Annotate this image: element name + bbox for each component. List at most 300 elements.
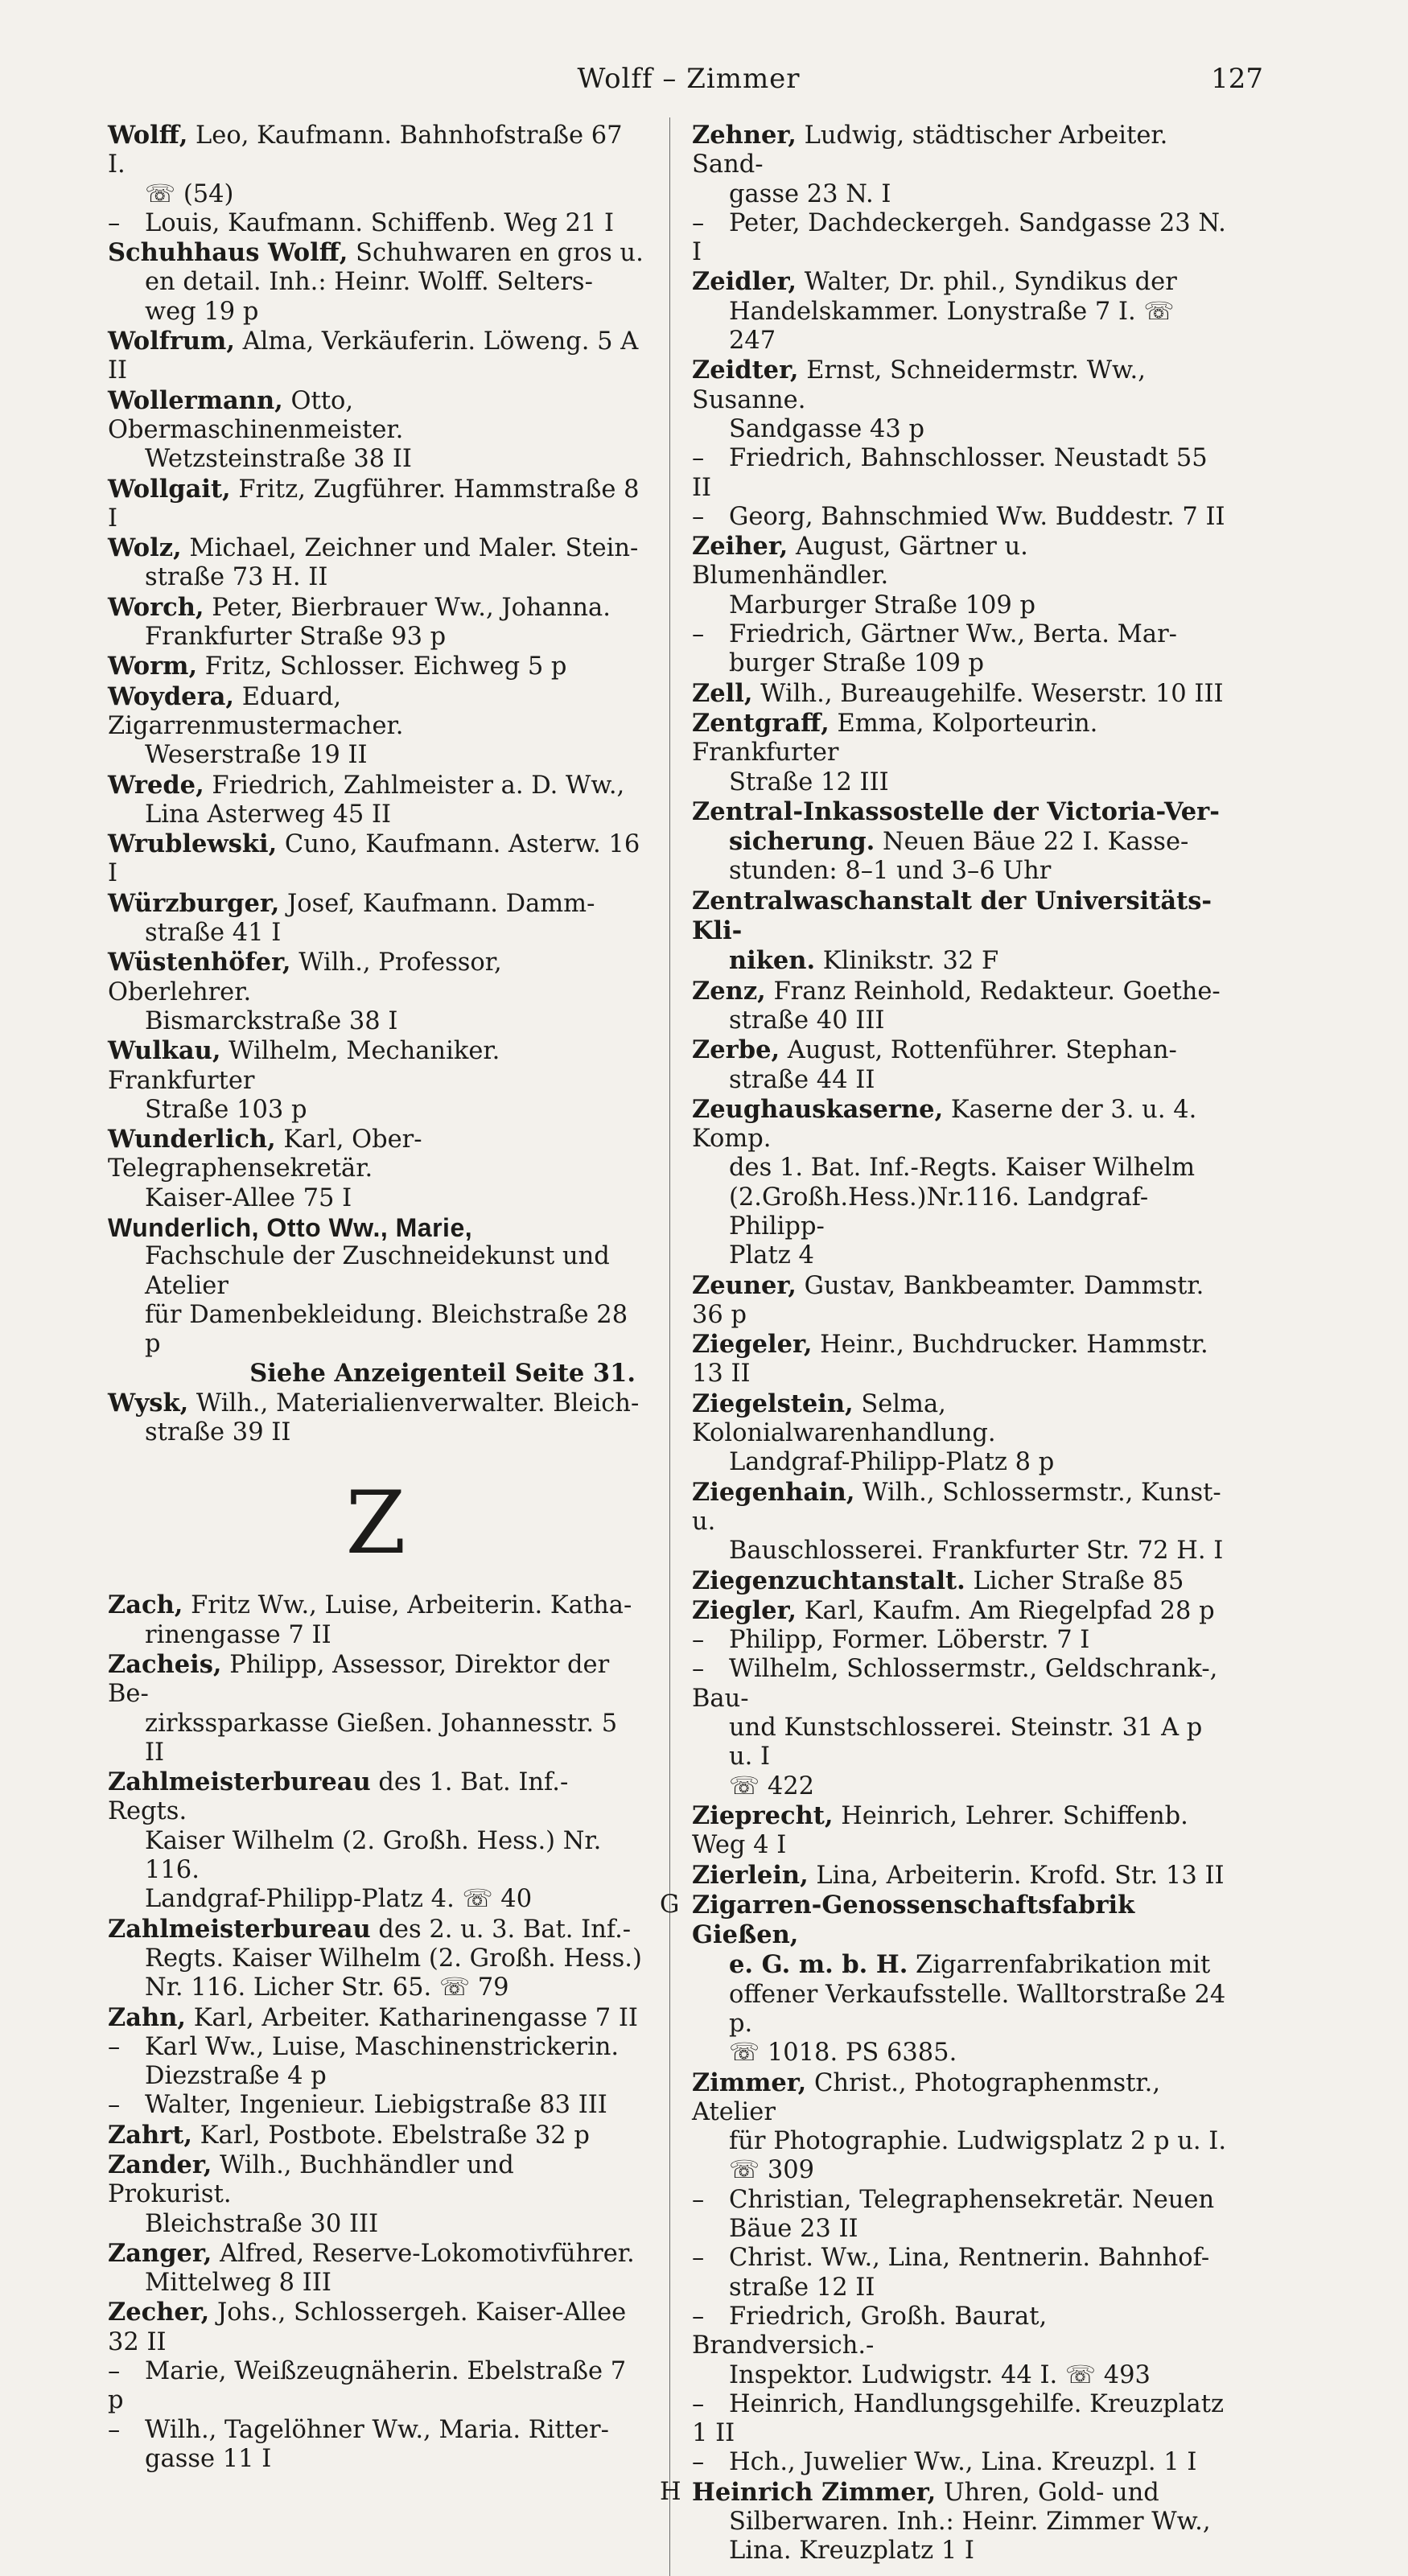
- entry-text: Wilh., Buchhändler und Prokurist.: [108, 2151, 514, 2209]
- entry-text: August, Gärtner u. Blumenhändler.: [692, 533, 1028, 591]
- entry-continuation: [692, 946, 1228, 976]
- entry-text: Friedrich, Zahlmeister a. D. Ww.,: [204, 771, 625, 800]
- directory-entry: [692, 2068, 1228, 2186]
- entry-name: Heinrich Zimmer,: [692, 2477, 937, 2507]
- directory-entry: [692, 2448, 1228, 2477]
- entry-text: Alma, Verkäuferin. Löweng. 5 A II: [108, 327, 639, 385]
- entry-text: Eduard, Zigarrenmustermacher.: [108, 682, 404, 740]
- entry-first-line: [108, 386, 644, 446]
- entry-text: Wilh., Schlossermstr., Kunst- u.: [692, 1478, 1221, 1536]
- entry-continuation: stunden: 8–1 und 3–6 Uhr: [729, 857, 1052, 886]
- entry-first-line: [108, 2239, 644, 2269]
- ditto-dash: –: [108, 2032, 121, 2061]
- entry-name: Wunderlich,: [108, 1125, 276, 1154]
- directory-entry: [108, 1389, 644, 1448]
- entry-text: Michael, Zeichner und Maler. Stein-: [181, 534, 639, 563]
- entry-name: Wulkau,: [108, 1036, 221, 1066]
- directory-entry: [660, 1890, 1228, 2068]
- entry-name: Zeidler,: [692, 267, 797, 297]
- entry-text: Bahnschmied Ww. Buddestr. 7 II: [813, 502, 1225, 531]
- entry-text: Ingenieur. Liebigstraße 83 III: [231, 2091, 607, 2120]
- entry-continuation: [692, 1950, 1228, 1980]
- entry-continuation: straße 44 II: [729, 1065, 875, 1094]
- directory-entry: [660, 2477, 1228, 2566]
- entry-continuation: für Damenbekleidung. Bleichstraße 28 p: [145, 1300, 628, 1359]
- entry-first-line: [108, 1125, 644, 1184]
- entry-text: Licher Straße 85: [965, 1566, 1184, 1595]
- entry-text: Walter, Dr. phil., Syndikus der: [797, 268, 1177, 297]
- directory-entry: [692, 1801, 1228, 1861]
- entry-name: Zach,: [108, 1590, 183, 1620]
- entry-continuation: Inspektor. Ludwigstr. 44 I. ☏ 493: [729, 2360, 1151, 2389]
- directory-entry: [692, 1389, 1228, 1478]
- directory-entry: [108, 2150, 644, 2239]
- entry-name: Zahlmeisterbureau: [108, 1767, 371, 1797]
- ditto-dash: –: [108, 2357, 121, 2386]
- entry-continuation: gasse 11 I: [145, 2444, 272, 2473]
- entry-continuation: straße 73 H. II: [145, 563, 328, 592]
- entry-first-line: [692, 503, 1228, 532]
- entry-text: Ernst, Schneidermstr. Ww., Susanne.: [692, 356, 1146, 414]
- entry-name: Zeiher,: [692, 532, 788, 562]
- entry-first-line: [108, 889, 644, 919]
- entry-continuation: ☏ 309: [729, 2156, 815, 2185]
- directory-entry: [108, 2091, 644, 2120]
- directory-entry: [108, 1650, 644, 1767]
- directory-entry: [108, 238, 644, 327]
- directory-entry: [692, 267, 1228, 356]
- entry-first-line: [108, 593, 644, 623]
- entry-text: Fritz, Schlosser. Eichweg 5 p: [197, 652, 567, 681]
- entry-first-line: [108, 1036, 644, 1096]
- entry-continuation: Straße 12 III: [729, 767, 889, 796]
- entry-name: Worch,: [108, 592, 204, 622]
- entry-continuation: Bauschlosserei. Frankfurter Str. 72 H. I: [729, 1537, 1224, 1566]
- directory-entry: [692, 2244, 1228, 2302]
- entry-first-line: [108, 2357, 644, 2416]
- entry-name-cont: e. G. m. b. H.: [729, 1950, 908, 1980]
- entry-continuation: Landgraf-Philipp-Platz 4. ☏ 40: [145, 1885, 533, 1914]
- directory-entry: [692, 1330, 1228, 1389]
- entry-continuation: Straße 103 p: [145, 1095, 307, 1124]
- directory-entry: [108, 121, 644, 209]
- entry-text: Karl, Kaufm. Am Riegelpfad 28 p: [797, 1596, 1215, 1625]
- entry-name: Zander,: [108, 2150, 212, 2179]
- directory-entry: [108, 593, 644, 652]
- entry-name: Wüstenhöfer,: [108, 948, 291, 977]
- directory-entry: [692, 1861, 1228, 1891]
- entry-name: Wilhelm,: [729, 1655, 839, 1684]
- entry-name: Zanger,: [108, 2238, 212, 2268]
- entry-name: Zerbe,: [692, 1035, 780, 1065]
- entry-name: Zenz,: [692, 976, 766, 1006]
- entry-first-line: [108, 533, 644, 563]
- entry-first-line: [108, 1389, 644, 1418]
- entry-text: Gustav, Bankbeamter. Dammstr. 36 p: [692, 1271, 1204, 1329]
- entry-name: Friedrich,: [729, 2302, 853, 2331]
- entry-text: Klinikstr. 32 F: [815, 947, 999, 976]
- entry-continuation: burger Straße 109 p: [729, 649, 985, 678]
- entry-continuation: für Photographie. Ludwigsplatz 2 p u. I.: [729, 2127, 1227, 2156]
- entry-continuation: Frankfurter Straße 93 p: [145, 623, 447, 652]
- entry-first-line: [692, 121, 1228, 180]
- entry-continuation: straße 12 II: [729, 2273, 875, 2302]
- directory-entry: [108, 2239, 644, 2298]
- directory-entry: [692, 887, 1228, 977]
- entry-first-line: [108, 238, 644, 268]
- entry-first-line: [108, 682, 644, 742]
- directory-entry: [108, 475, 644, 534]
- entry-continuation: gasse 23 N. I: [729, 179, 891, 208]
- entry-first-line: [108, 121, 644, 180]
- entry-name: Ziegelstein,: [692, 1389, 854, 1418]
- entry-first-line: [660, 1890, 1228, 1951]
- entry-continuation: Mittelweg 8 III: [145, 2269, 331, 2298]
- entry-name: Würzburger,: [108, 888, 280, 918]
- entry-text: Fritz, Zugführer. Hammstraße 8 I: [108, 475, 640, 533]
- ad-reference: Siehe Anzeigenteil Seite 31.: [249, 1359, 636, 1389]
- entry-continuation: Marburger Straße 109 p: [729, 591, 1036, 619]
- entry-name: Philipp,: [729, 1626, 825, 1655]
- entry-first-line: [692, 1478, 1228, 1537]
- entry-text: Lina, Arbeiterin. Krofd. Str. 13 II: [808, 1861, 1225, 1890]
- directory-entry: [692, 1095, 1228, 1271]
- entry-first-line: [692, 209, 1228, 268]
- entry-name: Christian,: [729, 2185, 852, 2214]
- entry-first-line: [108, 475, 644, 534]
- entry-continuation: Regts. Kaiser Wilhelm (2. Großh. Hess.): [145, 1944, 642, 1973]
- entry-continuation: Silberwaren. Inh.: Heinr. Zimmer Ww.,: [729, 2508, 1211, 2537]
- entry-continuation: Diezstraße 4 p: [145, 2062, 327, 2091]
- directory-entry: [692, 1478, 1228, 1566]
- entry-text: Kaufmann. Schiffenb. Weg 21 I: [220, 208, 615, 237]
- entry-first-line: [108, 209, 644, 238]
- right-column: [660, 121, 1228, 2566]
- entry-name: Zentralwaschanstalt der Universitäts-Kli-: [692, 886, 1212, 946]
- entry-name: Worm,: [108, 652, 198, 681]
- ditto-dash: –: [692, 1655, 705, 1684]
- directory-entry: [108, 1213, 644, 1389]
- entry-first-line: [692, 1271, 1228, 1331]
- ditto-dash: –: [108, 2091, 121, 2120]
- entry-first-line: [692, 620, 1228, 649]
- entry-name: Zahn,: [108, 2002, 186, 2032]
- entry-name: Wrede,: [108, 770, 204, 800]
- entry-name: Peter,: [729, 208, 801, 237]
- entry-first-line: [108, 2298, 644, 2357]
- entry-text: Wilhelm, Mechaniker. Frankfurter: [108, 1037, 500, 1095]
- directory-entry: [108, 682, 644, 771]
- entry-text: Telegraphensekretär. Neuen: [851, 2185, 1215, 2214]
- entry-text: Wilh., Materialienverwalter. Bleich-: [188, 1389, 640, 1418]
- directory-entry: [108, 948, 644, 1036]
- entry-continuation: ☏ (54): [145, 179, 234, 208]
- entry-first-line: [660, 2477, 1228, 2508]
- directory-entry: [108, 209, 644, 238]
- entry-first-line: [692, 356, 1228, 415]
- entry-first-line: [692, 444, 1228, 503]
- ditto-dash: –: [692, 2302, 705, 2331]
- entry-marker: H: [660, 2477, 681, 2506]
- entry-name: Wollermann,: [108, 385, 283, 415]
- entry-name: Zehner,: [692, 121, 797, 150]
- directory-entry: [692, 2390, 1228, 2449]
- ditto-dash: –: [692, 208, 705, 237]
- entry-name: Friedrich,: [729, 620, 853, 649]
- entry-continuation: Bäue 23 II: [729, 2215, 858, 2244]
- entry-text: Heinrich, Lehrer. Schiffenb. Weg 4 I: [692, 1801, 1188, 1860]
- entry-first-line: [108, 771, 644, 800]
- entry-text: Emma, Kolporteurin. Frankfurter: [692, 709, 1098, 767]
- entry-name: Wolff,: [108, 121, 188, 150]
- entry-first-line: [108, 1915, 644, 1944]
- entry-name: Zahlmeisterbureau: [108, 1914, 371, 1944]
- directory-entry: [108, 2357, 644, 2416]
- entry-name: Zigarren-Genossenschaftsfabrik Gießen,: [692, 1890, 1135, 1950]
- directory-entry: [692, 797, 1228, 887]
- entry-text: Wilh., Bureaugehilfe. Weserstr. 10 III: [752, 679, 1224, 708]
- entry-name: Ziegler,: [692, 1595, 797, 1625]
- entry-first-line: [692, 1861, 1228, 1891]
- directory-entry: [692, 2302, 1228, 2390]
- entry-continuation: Fachschule der Zuschneidekunst und Atelier: [145, 1242, 610, 1300]
- entry-first-line: [692, 1655, 1228, 1714]
- directory-entry: [692, 977, 1228, 1036]
- entry-name: Woydera,: [108, 681, 235, 711]
- directory-entry: [108, 889, 644, 949]
- ditto-dash: –: [692, 620, 705, 649]
- entry-name-cont: sicherung.: [729, 827, 875, 857]
- entry-first-line: [692, 2068, 1228, 2128]
- entry-text: Heinr., Buchdrucker. Hammstr. 13 II: [692, 1331, 1208, 1389]
- entry-first-line: [692, 2244, 1228, 2273]
- entry-continuation: rinengasse 7 II: [145, 1620, 331, 1649]
- entry-continuation: Platz 4: [729, 1241, 814, 1270]
- entry-name: Marie,: [145, 2357, 227, 2386]
- entry-continuation: Lina Asterweg 45 II: [145, 800, 392, 829]
- entry-text: Gärtner Ww., Berta. Mar-: [852, 620, 1177, 649]
- entry-first-line: [692, 2390, 1228, 2449]
- entry-name: Zentgraff,: [692, 708, 830, 738]
- entry-text: Franz Reinhold, Redakteur. Goethe-: [765, 977, 1221, 1006]
- entry-continuation: Handelskammer. Lonystraße 7 I. ☏ 247: [729, 297, 1175, 356]
- directory-entry: [108, 652, 644, 681]
- entry-name: Hch.,: [729, 2448, 796, 2477]
- entry-continuation: [692, 827, 1228, 857]
- entry-text: Josef, Kaufmann. Damm-: [279, 889, 595, 918]
- entry-text: Zigarrenfabrikation mit: [908, 1951, 1211, 1980]
- entry-text: Tagelöhner Ww., Maria. Ritter-: [216, 2415, 609, 2444]
- entry-name: Walter,: [145, 2091, 232, 2120]
- entry-first-line: [692, 887, 1228, 947]
- entry-name: Wolz,: [108, 533, 182, 563]
- column-divider: [669, 117, 670, 2576]
- directory-entry: [108, 1767, 644, 1914]
- entry-name: Zacheis,: [108, 1649, 222, 1679]
- directory-entry: [692, 679, 1228, 709]
- entry-continuation: weg 19 p: [145, 297, 259, 326]
- ditto-dash: –: [692, 2448, 705, 2477]
- entry-first-line: [108, 948, 644, 1007]
- directory-entry: [108, 2416, 644, 2475]
- ditto-dash: –: [692, 2244, 705, 2273]
- entry-name: Zeughauskaserne,: [692, 1094, 944, 1124]
- directory-entry: [108, 1036, 644, 1125]
- entry-first-line: [692, 977, 1228, 1006]
- section-letter: Z: [345, 1473, 406, 1574]
- directory-entry: [108, 1590, 644, 1650]
- entry-continuation: Sandgasse 43 p: [729, 414, 925, 443]
- entry-text: Dachdeckergeh. Sandgasse 23 N. I: [692, 208, 1226, 267]
- entry-name: Zentral-Inkassostelle der Victoria-Ver-: [692, 796, 1220, 826]
- entry-name: Schuhhaus Wolff,: [108, 238, 348, 268]
- entry-first-line: [692, 1389, 1228, 1449]
- entry-name: Zieprecht,: [692, 1800, 834, 1830]
- ditto-dash: –: [692, 502, 705, 531]
- entry-continuation: Bleichstraße 30 III: [145, 2209, 379, 2238]
- entry-text: Bahnschlosser. Neustadt 55 II: [692, 444, 1208, 502]
- entry-text: Handlungsgehilfe. Kreuzplatz 1 II: [692, 2389, 1225, 2448]
- entry-text: Cuno, Kaufmann. Asterw. 16 I: [108, 830, 640, 888]
- entry-continuation: und Kunstschlosserei. Steinstr. 31 A p u. I: [729, 1714, 1203, 1772]
- entry-text: August, Rottenführer. Stephan-: [780, 1036, 1177, 1065]
- entry-text: des 1. Bat. Inf.-Regts.: [108, 1768, 569, 1826]
- entry-first-line: [108, 829, 644, 889]
- entry-continuation: en detail. Inh.: Heinr. Wolff. Selters-: [145, 268, 593, 297]
- entry-continuation: straße 40 III: [729, 1006, 885, 1035]
- page-number: 127: [1211, 63, 1263, 95]
- entry-first-line: [108, 652, 644, 681]
- entry-first-line: [692, 1330, 1228, 1389]
- entry-first-line: [692, 2302, 1228, 2361]
- entry-text: Neuen Bäue 22 I. Kasse-: [875, 828, 1189, 857]
- left-column: [108, 121, 644, 2474]
- directory-entry: [692, 356, 1228, 444]
- directory-entry: [108, 386, 644, 475]
- entry-first-line: [108, 2091, 644, 2120]
- directory-entry: [692, 209, 1228, 268]
- entry-text: Uhren, Gold- und: [936, 2478, 1159, 2507]
- entry-text: Former. Löberstr. 7 I: [824, 1626, 1090, 1655]
- entry-continuation: Wetzsteinstraße 38 II: [145, 445, 412, 474]
- directory-entry: [108, 1915, 644, 2003]
- entry-continuation: Nr. 116. Licher Str. 65. ☏ 79: [145, 1973, 509, 2002]
- directory-entry: [692, 1271, 1228, 1331]
- entry-name: Wollgait,: [108, 474, 231, 504]
- directory-entry: [692, 532, 1228, 620]
- directory-entry: [692, 1035, 1228, 1095]
- directory-entry: [692, 121, 1228, 209]
- entry-text: Wilh., Professor, Oberlehrer.: [108, 949, 502, 1006]
- entry-first-line: [692, 797, 1228, 827]
- entry-first-line: [692, 2186, 1228, 2215]
- entry-name: Zahrt,: [108, 2120, 192, 2150]
- entry-name: Karl: [145, 2032, 198, 2061]
- entry-continuation: Kaiser Wilhelm (2. Großh. Hess.) Nr. 116.: [145, 1826, 602, 1885]
- ditto-dash: –: [108, 2415, 121, 2444]
- entry-continuation: Landgraf-Philipp-Platz 8 p: [729, 1448, 1055, 1477]
- entry-text: Alfred, Reserve-Lokomotivführer.: [212, 2239, 635, 2268]
- entry-first-line: [692, 1566, 1228, 1596]
- page-header: [114, 63, 1263, 103]
- entry-name-cont: niken.: [729, 946, 816, 976]
- entry-text: des 2. u. 3. Bat. Inf.-: [370, 1915, 632, 1944]
- entry-continuation: ☏ 1018. PS 6385.: [729, 2039, 957, 2068]
- entry-first-line: [692, 1626, 1228, 1655]
- directory-entry: [692, 620, 1228, 679]
- entry-text: Peter, Bierbrauer Ww., Johanna.: [204, 593, 611, 622]
- entry-first-line: [692, 1035, 1228, 1065]
- entry-name: Zimmer,: [692, 2068, 807, 2097]
- entry-name: Wunderlich, Otto Ww., Marie,: [108, 1212, 473, 1242]
- entry-first-line: [108, 327, 644, 386]
- entry-text: Schlossermstr., Geldschrank-, Bau-: [692, 1655, 1218, 1713]
- entry-first-line: [108, 1213, 644, 1242]
- entry-text: Schuhwaren en gros u.: [348, 239, 644, 268]
- entry-continuation: Bismarckstraße 38 I: [145, 1006, 398, 1035]
- directory-entry: [108, 2121, 644, 2150]
- entry-first-line: [108, 1767, 644, 1827]
- entry-text: Otto, Obermaschinenmeister.: [108, 386, 404, 444]
- entry-name: Christ.: [729, 2244, 813, 2273]
- entry-name: Wrublewski,: [108, 829, 278, 859]
- entry-first-line: [108, 2003, 644, 2033]
- directory-entry: [108, 771, 644, 830]
- entry-first-line: [692, 1596, 1228, 1626]
- entry-text: Leo, Kaufmann. Bahnhofstraße 67 I.: [108, 121, 623, 179]
- directory-entry: [692, 709, 1228, 797]
- entry-text: Philipp, Assessor, Direktor der Be-: [108, 1650, 610, 1709]
- entry-text: Karl, Arbeiter. Katharinengasse 7 II: [186, 2003, 638, 2032]
- entry-first-line: [108, 2121, 644, 2150]
- directory-entry: [692, 1596, 1228, 1626]
- entry-continuation: offener Verkaufsstelle. Walltorstraße 24 p.: [729, 1980, 1226, 2038]
- entry-text: Ludwig, städtischer Arbeiter. Sand-: [692, 121, 1168, 179]
- entry-first-line: [692, 679, 1228, 709]
- directory-entry: [108, 533, 644, 593]
- entry-text: Christ., Photographenmstr., Atelier: [692, 2068, 1161, 2126]
- ditto-dash: –: [692, 2389, 705, 2418]
- entry-first-line: [692, 1801, 1228, 1861]
- directory-entry: [108, 327, 644, 386]
- entry-name: Zeuner,: [692, 1270, 797, 1300]
- entry-name: Friedrich,: [729, 444, 853, 473]
- entry-name: Ziegenhain,: [692, 1477, 855, 1507]
- entry-text: Kaserne der 3. u. 4. Komp.: [692, 1095, 1197, 1154]
- directory-entry: [692, 1566, 1228, 1596]
- entry-first-line: [108, 2150, 644, 2210]
- entry-continuation: straße 41 I: [145, 919, 282, 948]
- entry-name: Wilh.,: [145, 2415, 217, 2444]
- ditto-dash: –: [692, 2185, 705, 2214]
- entry-name: Ziegenzuchtanstalt.: [692, 1566, 965, 1595]
- entry-name: Zell,: [692, 678, 753, 708]
- entry-first-line: [108, 1650, 644, 1710]
- entry-name: Louis,: [145, 208, 220, 237]
- directory-entry: [692, 1626, 1228, 1655]
- entry-continuation: zirkssparkasse Gießen. Johannesstr. 5 II: [145, 1709, 618, 1767]
- entry-first-line: [108, 2416, 644, 2445]
- ditto-dash: –: [108, 208, 121, 237]
- entry-name: Zeidter,: [692, 356, 799, 385]
- entry-continuation: Lina. Kreuzplatz 1 I: [729, 2537, 974, 2566]
- entry-name: Zecher,: [108, 2298, 210, 2327]
- entry-first-line: [692, 709, 1228, 768]
- ditto-dash: –: [692, 444, 705, 473]
- directory-entry: [108, 2003, 644, 2033]
- entry-continuation: (2.Großh.Hess.)Nr.116. Landgraf-Philipp-: [729, 1183, 1149, 1241]
- entry-first-line: [108, 2033, 644, 2062]
